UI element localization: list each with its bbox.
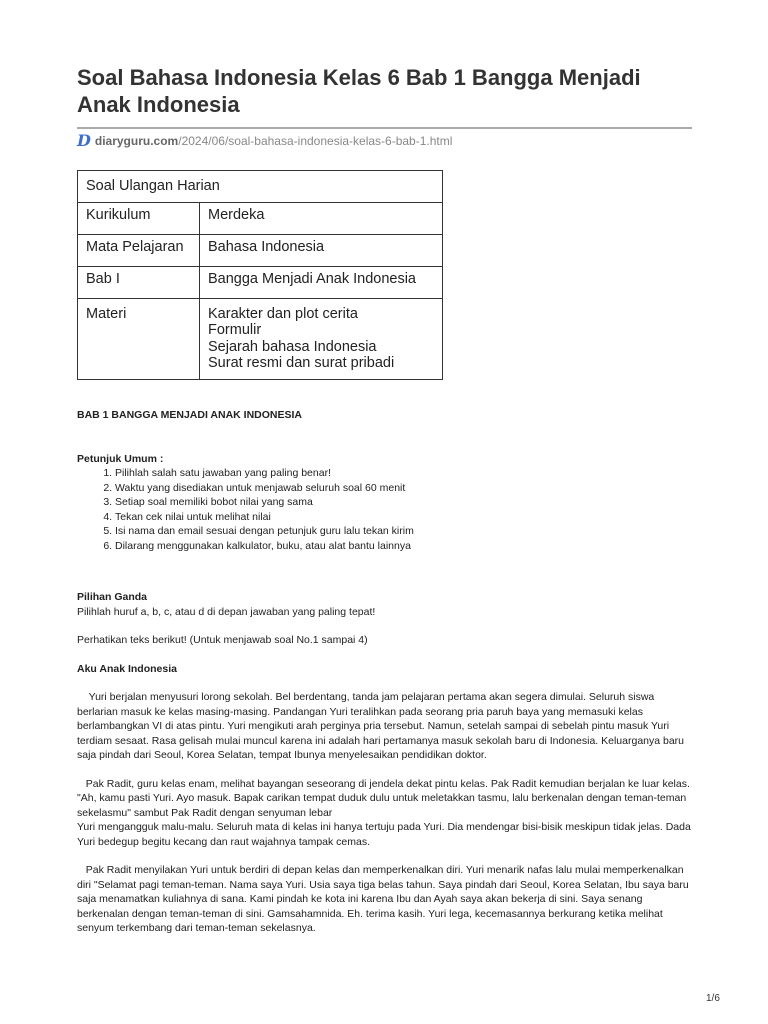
- list-item: 3. Setiap soal memiliki bobot nilai yang sama: [115, 495, 697, 510]
- table-key: Kurikulum: [78, 202, 200, 234]
- page-number: 1/6: [706, 993, 720, 1004]
- story-paragraph: Yuri mengangguk malu-malu. Seluruh mata di kelas ini hanya tertuju pada Yuri. Dia mendengar bisi-bisik meskipun tidak jelas. Dada Yuri bedegup begitu kecang dan raut wajahnya tampak cemas.: [77, 821, 691, 848]
- table-row: [78, 202, 443, 234]
- site-logo-icon: D: [77, 131, 91, 150]
- materi-item: Surat resmi dan surat pribadi: [208, 355, 395, 371]
- multiple-choice-heading: Pilihan Ganda: [77, 591, 148, 603]
- materi-list: [200, 298, 443, 379]
- list-item: 1. Pilihlah salah satu jawaban yang paling benar!: [115, 466, 697, 481]
- list-item: 2. Waktu yang disediakan untuk menjawab seluruh soal 60 menit: [115, 481, 697, 496]
- info-table-header: Soal Ulangan Harian: [78, 171, 443, 203]
- info-table: [77, 170, 443, 380]
- story-title: Aku Anak Indonesia: [77, 662, 177, 675]
- instructions-heading: Petunjuk Umum :: [77, 452, 164, 465]
- title-divider: [77, 127, 692, 129]
- list-item: 6. Dilarang menggunakan kalkulator, buku, atau alat bantu lainnya: [115, 539, 697, 554]
- instructions-list: [77, 466, 697, 553]
- materi-item: Sejarah bahasa Indonesia: [208, 338, 377, 355]
- table-key: Mata Pelajaran: [78, 234, 200, 266]
- document-body: [77, 408, 697, 936]
- materi-item: Karakter dan plot cerita: [208, 305, 358, 322]
- list-item: 4. Tekan cek nilai untuk melihat nilai: [115, 510, 697, 525]
- story-paragraph: Pak Radit, guru kelas enam, melihat bayangan seseorang di jendela dekat pintu kelas. Pak Radit kemudian berjalan ke luar kelas.: [77, 777, 690, 790]
- section-heading: BAB 1 BANGGA MENJADI ANAK INDONESIA: [77, 409, 302, 421]
- table-row: [78, 234, 443, 266]
- source-link[interactable]: [77, 131, 452, 150]
- page-title: Soal Bahasa Indonesia Kelas 6 Bab 1 Bangga Menjadi Anak Indonesia: [77, 65, 641, 117]
- table-key: Materi: [78, 298, 200, 379]
- source-path[interactable]: /2024/06/soal-bahasa-indonesia-kelas-6-bab-1.html: [178, 133, 453, 148]
- table-value: Bahasa Indonesia: [200, 234, 443, 266]
- reading-note: Perhatikan teks berikut! (Untuk menjawab soal No.1 sampai 4): [77, 634, 368, 646]
- table-value: Bangga Menjadi Anak Indonesia: [200, 266, 443, 298]
- multiple-choice-instruction: Pilihlah huruf a, b, c, atau d di depan jawaban yang paling tepat!: [77, 605, 376, 618]
- list-item: 5. Isi nama dan email sesuai dengan petunjuk guru lalu tekan kirim: [115, 524, 697, 539]
- table-row: [78, 266, 443, 298]
- source-domain[interactable]: diaryguru.com: [94, 133, 179, 148]
- story-paragraph: Yuri berjalan menyusuri lorong sekolah. Bel berdentang, tanda jam pelajaran pertama akan segera dimulai. Seluruh siswa berlarian masuk ke kelas masing-masing. Pandangan Yuri teralihkan pada seorang pria paruh baya yang memasuki kelas berlambangkan VI di atas pintu. Yuri mengikuti arah perginya pria tersebut. Namun, setelah sampai di sebelah pintu masuk Yuri terdiam sesaat. Rasa gelisah mulai muncul karena ini adalah hari pertamanya masuk sekolah baru di Indonesia. Keluarganya baru saja pindah dari Seoul, Korea Selatan, tempat Ibunya menyelesaikan pendidikan doktor.: [77, 691, 687, 761]
- story-paragraph: Pak Radit menyilakan Yuri untuk berdiri di depan kelas dan memperkenalkan diri. Yuri menarik nafas lalu mulai memperkenalkan diri "Selamat pagi teman-teman. Nama saya Yuri. Usia saya tiga belas tahun. Saya pindah dari Seoul, Korea Selatan, Ibu saya baru saja menamatkan kuliahnya di sana. Kami pindah ke kota ini karena Ibu dan Ayah saya akan bekerja di sini. Saya senang berkenalan dengan teman-teman di sini. Gamsahamnida. Eh. terima kasih. Yuri lega, kecemasannya berkurang ketika melihat senyum terkembang dari teman-teman sekelasnya.: [77, 864, 692, 934]
- table-key: Bab I: [78, 266, 200, 298]
- table-row: [78, 298, 443, 379]
- table-value: Merdeka: [200, 202, 443, 234]
- materi-item: Formulir: [208, 322, 262, 338]
- story-paragraph: "Ah, kamu pasti Yuri. Ayo masuk. Bapak carikan tempat duduk dulu untuk meletakkan tasmu, lalu berkenalan dengan teman-teman sekelasmu" sambut Pak Radit dengan senyuman lebar: [77, 792, 687, 819]
